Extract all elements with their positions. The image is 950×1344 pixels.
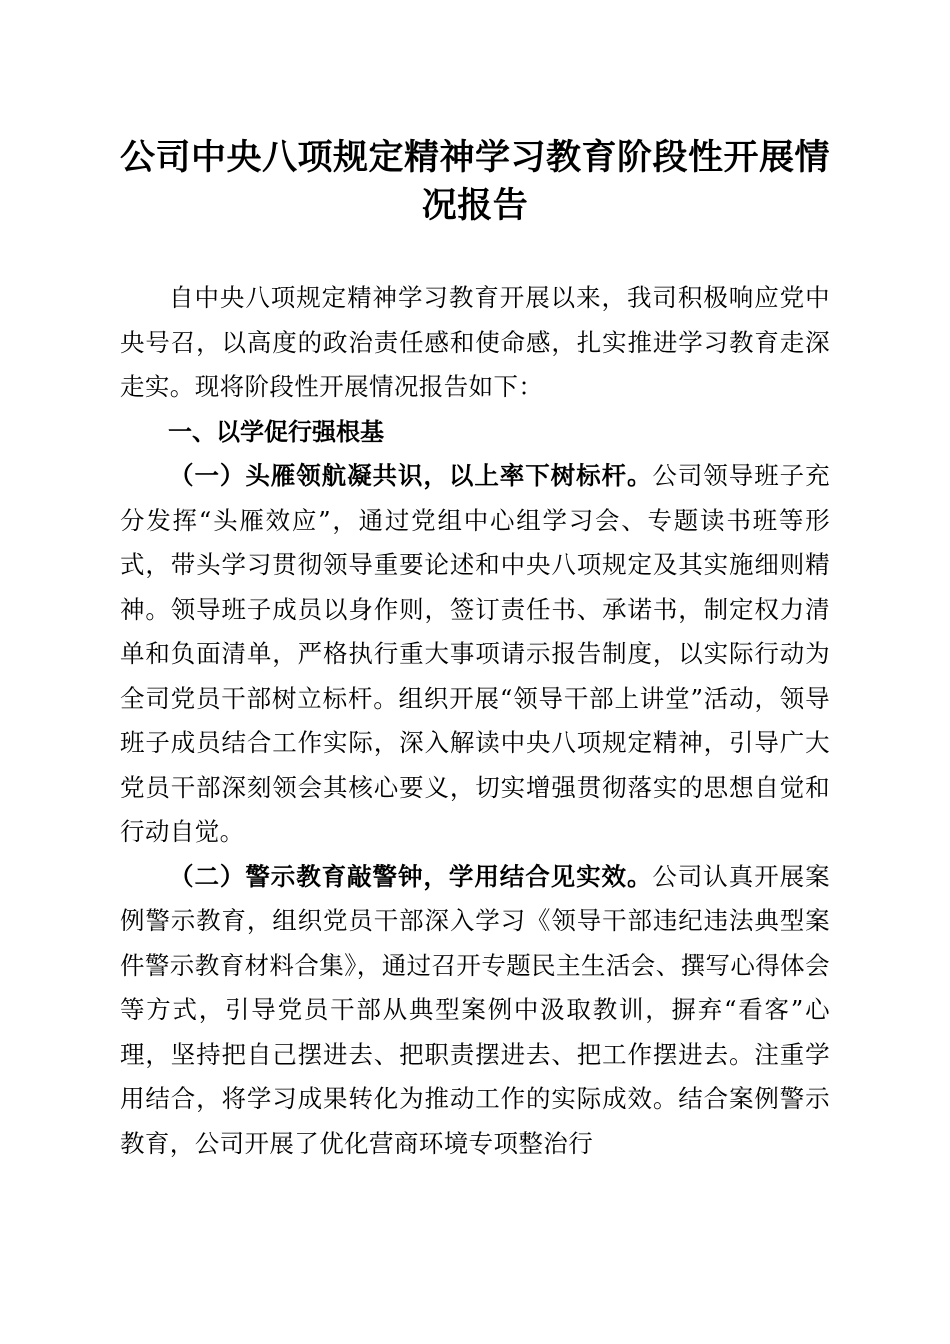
paragraph-item-1 <box>120 454 830 855</box>
item-1-text: 公司领导班子充分发挥“头雁效应”，通过党组中心组学习会、专题读书班等形式，带头学习贯彻领导重要论述和中央八项规定及其实施细则精神。领导班子成员以身作则，签订责任书、承诺书，制定权力清单和负面清单，严格执行重大事项请示报告制度，以实际行动为全司党员干部树立标杆。组织开展“领导干部上讲堂”活动，领导班子成员结合工作实际，深入解读中央八项规定精神，引导广大党员干部深刻领会其核心要义，切实增强贯彻落实的思想自觉和行动自觉。 <box>120 461 830 846</box>
document-title: 公司中央八项规定精神学习教育阶段性开展情况报告 <box>119 137 830 226</box>
intro-paragraph: 自中央八项规定精神学习教育开展以来，我司积极响应党中央号召，以高度的政治责任感和使命感，扎实推进学习教育走深走实。现将阶段性开展情况报告如下： <box>120 283 830 401</box>
paragraph-item-2 <box>120 855 830 1167</box>
item-1-lead: （一）头雁领航凝共识，以上率下树标杆。 <box>169 461 653 490</box>
document-body <box>120 276 830 1166</box>
section-heading-1: 一、以学促行强根基 <box>168 417 384 446</box>
item-2-text: 公司认真开展案例警示教育，组织党员干部深入学习《领导干部违纪违法典型案件警示教育材料合集》，通过召开专题民主生活会、撰写心得体会等方式，引导党员干部从典型案例中汲取教训，摒弃“看客”心理，坚持把自己摆进去、把职责摆进去、把工作摆进去。注重学用结合，将学习成果转化为推动工作的实际成效。结合案例警示教育，公司开展了优化营商环境专项整治行 <box>120 861 830 1158</box>
item-2-lead: （二）警示教育敲警钟，学用结合见实效。 <box>169 861 653 891</box>
